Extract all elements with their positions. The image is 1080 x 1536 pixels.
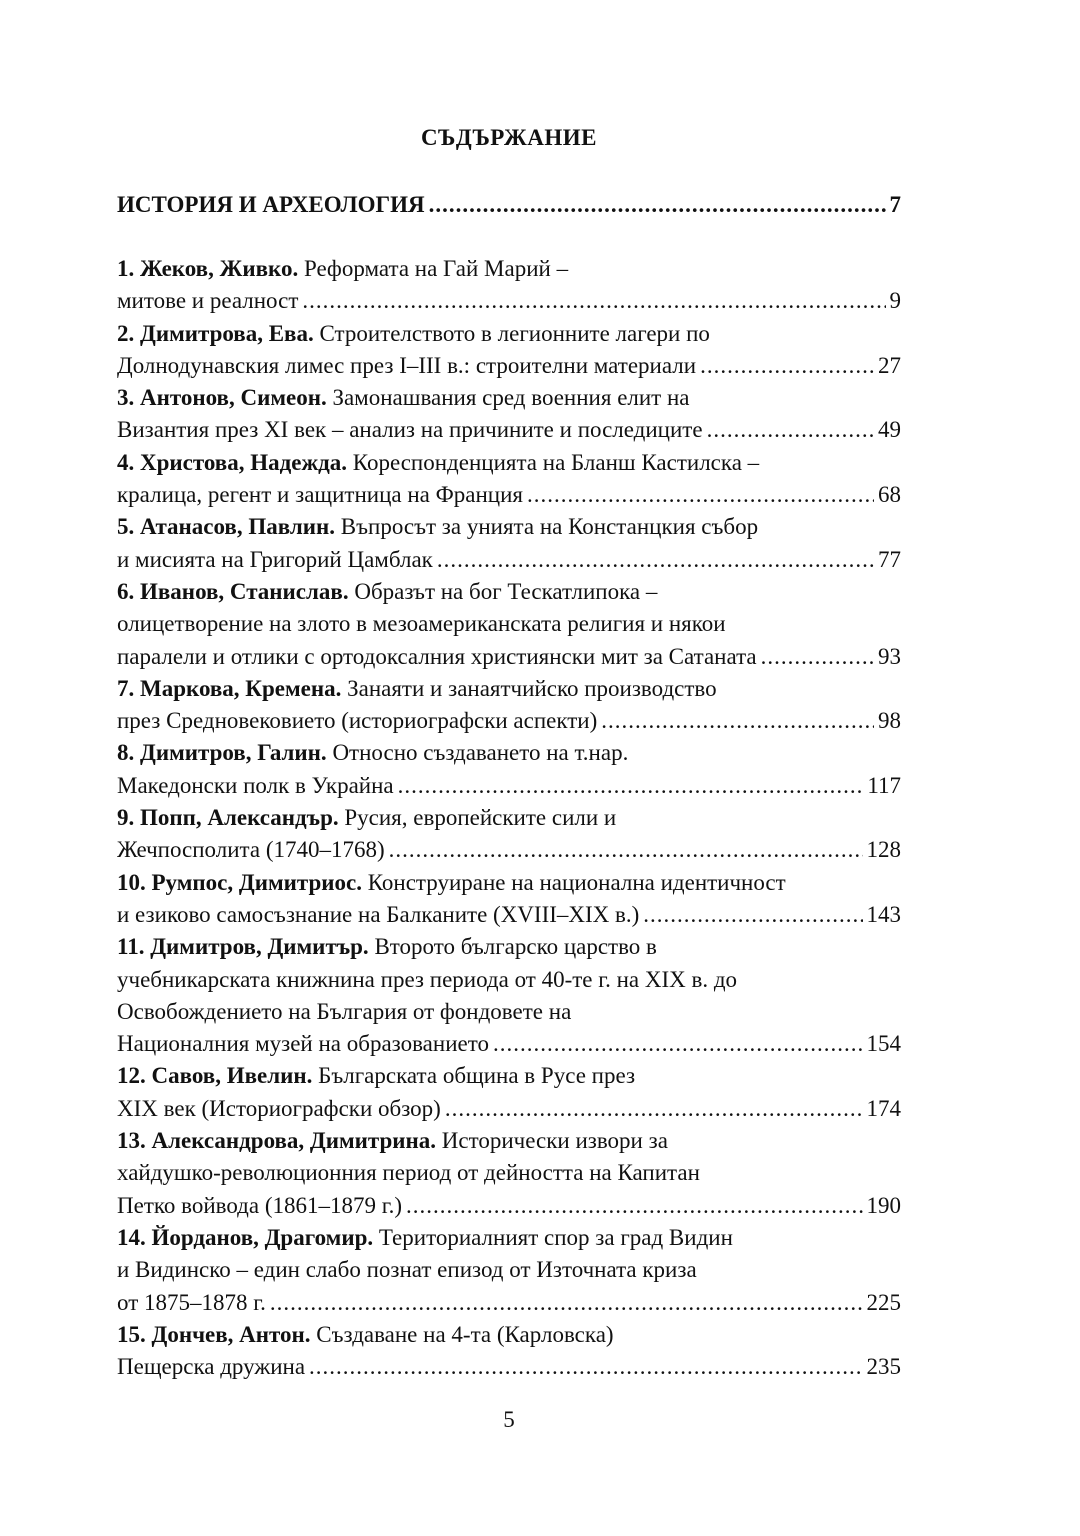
toc-entry-line: [117, 576, 901, 608]
entry-author: 2. Димитрова, Ева.: [117, 320, 314, 346]
entry-title-text: Замонашвания сред военния елит на: [332, 385, 690, 411]
entry-title-text: хайдушко-революционния период от дейността на Капитан: [117, 1160, 700, 1186]
toc-entry-line: [117, 705, 901, 737]
entry-title-text: Българската община в Русе през: [318, 1063, 636, 1089]
entry-page-number: 225: [866, 1289, 901, 1315]
dot-leader: [389, 834, 863, 866]
toc-entry-line: [117, 253, 901, 285]
entry-author: 14. Йорданов, Драгомир.: [117, 1224, 374, 1250]
toc-entry-line: [117, 1125, 901, 1157]
entry-title-text: Националния музей на образованието: [117, 1031, 489, 1057]
toc-entry: [117, 576, 901, 673]
dot-leader: [429, 189, 886, 221]
entry-author: 8. Димитров, Галин.: [117, 740, 327, 766]
dot-leader: [398, 770, 864, 802]
entry-title-text: Кореспонденцията на Бланш Кастилска –: [352, 449, 760, 475]
entry-page-number: 98: [878, 708, 901, 734]
toc-entry-line: [117, 996, 901, 1028]
entry-page-number: 235: [866, 1354, 901, 1380]
entry-title-text: и мисията на Григорий Цамблак: [117, 546, 433, 572]
dot-leader: [761, 641, 874, 673]
toc-entry: [117, 253, 901, 318]
toc-entry-line: [117, 737, 901, 769]
section-page-number: 7: [889, 192, 901, 217]
entry-title-text: и езиково самосъзнание на Балканите (XVIII–XIX в.): [117, 901, 640, 927]
entry-author: 6. Иванов, Станислав.: [117, 578, 349, 604]
section-heading: [117, 189, 901, 221]
entry-title-text: Исторически извори за: [441, 1128, 668, 1154]
toc-entry-line: [117, 1093, 901, 1125]
entry-title-text: Териториалният спор за град Видин: [378, 1224, 733, 1250]
entry-title-text: Освобождението на България от фондовете на: [117, 998, 572, 1024]
entry-title-text: Жечпосполита (1740–1768): [117, 837, 385, 863]
toc-entry: [117, 511, 901, 576]
toc-entry-line: [117, 479, 901, 511]
dot-leader: [643, 899, 862, 931]
dot-leader: [707, 414, 874, 446]
toc-entry: [117, 673, 901, 738]
entry-author: 5. Атанасов, Павлин.: [117, 514, 336, 540]
dot-leader: [601, 705, 874, 737]
section-label: ИСТОРИЯ И АРХЕОЛОГИЯ: [117, 192, 425, 217]
entry-title-text: кралица, регент и защитница на Франция: [117, 482, 524, 508]
entry-author: 4. Христова, Надежда.: [117, 449, 347, 475]
entry-page-number: 143: [866, 901, 901, 927]
entry-title-text: Реформата на Гай Марий –: [303, 256, 569, 281]
entry-page-number: 9: [889, 288, 901, 314]
entry-author: 1. Жеков, Живко.: [117, 256, 299, 281]
toc-entry-line: [117, 1157, 901, 1189]
entry-page-number: 93: [878, 643, 901, 669]
dot-leader: [437, 544, 874, 576]
toc-entry-line: [117, 867, 901, 899]
toc-entry-line: [117, 414, 901, 446]
page-number: 5: [503, 1407, 515, 1432]
entry-title-text: Долнодунавския лимес през I–III в.: строителни материали: [117, 352, 697, 378]
entry-title-text: олицетворение на злото в мезоамериканската религия и някои: [117, 611, 726, 637]
toc-entry-line: [117, 608, 901, 640]
toc-entry-line: [117, 1190, 901, 1222]
entry-author: 13. Александрова, Димитрина.: [117, 1128, 437, 1154]
entry-page-number: 154: [866, 1031, 901, 1057]
entry-title-text: Строителството в легионните лагери по: [319, 320, 710, 346]
entry-page-number: 190: [866, 1192, 901, 1218]
toc-entry: [117, 447, 901, 512]
toc-entry: [117, 802, 901, 867]
entry-page-number: 49: [878, 417, 901, 443]
entry-title-text: Създаване на 4-та (Карловска): [316, 1321, 614, 1347]
entry-title-text: Образът на бог Тескатлипока –: [354, 578, 658, 604]
toc-entry-line: [117, 1254, 901, 1286]
entry-title-text: XIX век (Историографски обзор): [117, 1095, 441, 1121]
entry-author: 3. Антонов, Симеон.: [117, 385, 327, 411]
toc-entry-line: [117, 1319, 901, 1351]
toc-entry-line: [117, 899, 901, 931]
entry-page-number: 77: [878, 546, 901, 572]
toc-entry-line: [117, 285, 901, 317]
toc-entry-line: [117, 382, 901, 414]
toc-entry-line: [117, 350, 901, 382]
entry-title-text: митове и реалност: [117, 288, 299, 314]
entry-author: 11. Димитров, Димитър.: [117, 934, 369, 960]
toc-entry-line: [117, 544, 901, 576]
entry-title-text: Относно създаването на т.нар.: [332, 740, 629, 766]
entry-title-text: от 1875–1878 г.: [117, 1289, 266, 1315]
entry-page-number: 117: [867, 772, 901, 798]
dot-leader: [270, 1287, 863, 1319]
entry-title-text: Второто българско царство в: [374, 934, 657, 960]
toc-entry-line: [117, 1028, 901, 1060]
toc-entry-line: [117, 931, 901, 963]
toc-entry-line: [117, 447, 901, 479]
entry-author: 12. Савов, Ивелин.: [117, 1063, 313, 1089]
dot-leader: [406, 1190, 863, 1222]
dot-leader: [302, 285, 885, 317]
toc-entry-line: [117, 1287, 901, 1319]
toc-entry-line: [117, 1060, 901, 1092]
entry-author: 9. Попп, Александър.: [117, 805, 339, 831]
toc-entry-line: [117, 1222, 901, 1254]
document-page: [117, 0, 901, 1536]
entry-page-number: 68: [878, 482, 901, 508]
toc-entry: [117, 1125, 901, 1222]
toc-entry: [117, 931, 901, 1060]
toc-entry-line: [117, 641, 901, 673]
entry-title-text: Русия, европейските сили и: [344, 805, 617, 831]
entry-title-text: през Средновековието (историографски аспекти): [117, 708, 598, 734]
dot-leader: [700, 350, 874, 382]
toc-entry-line: [117, 318, 901, 350]
entry-title-text: Македонски полк в Украйна: [117, 772, 394, 798]
toc-entry-line: [117, 964, 901, 996]
entry-title-text: паралели и отлики с ортодоксалния християнски мит за Сатаната: [117, 643, 757, 669]
entry-title-text: Конструиране на национална идентичност: [367, 869, 786, 895]
entry-author: 15. Дончев, Антон.: [117, 1321, 311, 1347]
entry-author: 7. Маркова, Кремена.: [117, 675, 342, 701]
page-title: СЪДЪРЖАНИЕ: [420, 125, 598, 150]
dot-leader: [493, 1028, 863, 1060]
table-of-contents: [117, 253, 901, 1383]
entry-page-number: 27: [878, 352, 901, 378]
toc-entry-line: [117, 1351, 901, 1383]
entry-title-text: Занаяти и занаятчийско производство: [347, 675, 717, 701]
entry-title-text: Пещерска дружина: [117, 1354, 306, 1380]
entry-title-text: учебникарската книжнина през периода от 40-те г. на XIX в. до: [117, 966, 738, 992]
toc-entry-line: [117, 802, 901, 834]
toc-entry: [117, 1222, 901, 1319]
toc-entry-line: [117, 673, 901, 705]
toc-entry: [117, 318, 901, 383]
entry-author: 10. Румпос, Димитриос.: [117, 869, 362, 895]
entry-title-text: Византия през XI век – анализ на причините и последиците: [117, 417, 703, 443]
dot-leader: [309, 1351, 862, 1383]
entry-title-text: Въпросът за унията на Констанцкия събор: [340, 514, 759, 540]
toc-entry: [117, 1319, 901, 1384]
entry-page-number: 128: [866, 837, 901, 863]
entry-title-text: и Видинско – един слабо познат епизод от Източната криза: [117, 1257, 697, 1283]
dot-leader: [527, 479, 874, 511]
toc-entry-line: [117, 511, 901, 543]
toc-entry: [117, 867, 901, 932]
dot-leader: [445, 1093, 863, 1125]
toc-entry: [117, 382, 901, 447]
toc-entry: [117, 737, 901, 802]
entry-page-number: 174: [866, 1095, 901, 1121]
toc-entry: [117, 1060, 901, 1125]
entry-title-text: Петко войвода (1861–1879 г.): [117, 1192, 402, 1218]
toc-entry-line: [117, 834, 901, 866]
toc-entry-line: [117, 770, 901, 802]
